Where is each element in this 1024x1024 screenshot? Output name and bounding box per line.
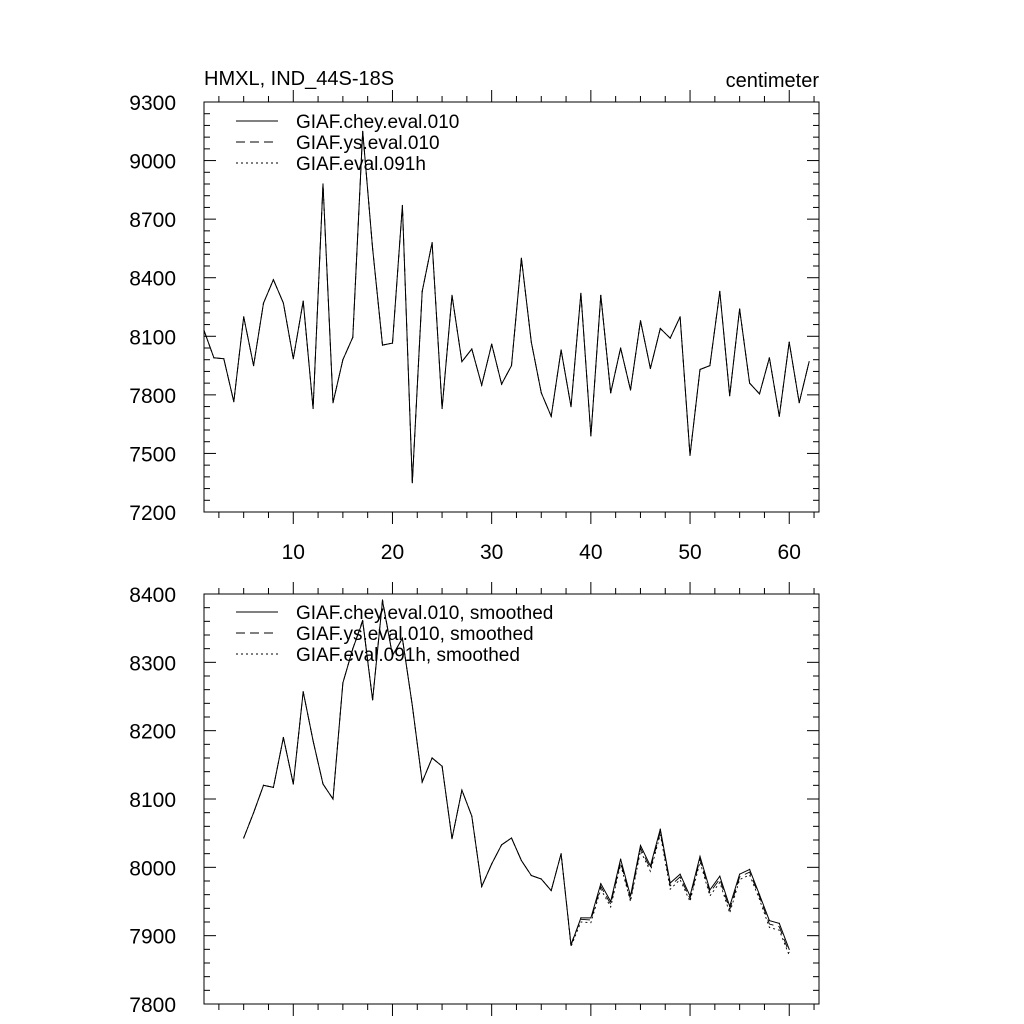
data-point [412,705,413,706]
data-point [739,874,740,875]
data-point [729,395,730,396]
data-point [223,358,224,359]
top-series-lines [203,131,809,484]
legend-label: GIAF.eval.091h [296,154,426,175]
y-tick-label: 8200 [129,720,176,744]
legend-label: GIAF.eval.091h, smoothed [296,645,520,666]
y-tick-label: 7500 [129,443,176,467]
data-point [719,876,720,877]
legend-label: GIAF.ys.eval.010, smoothed [296,624,534,645]
data-point [680,874,681,875]
x-tick-label: 10 [281,541,305,564]
x-tick-label: 60 [777,541,801,564]
y-tick-label: 8100 [129,789,176,812]
data-point [531,342,532,343]
data-point [709,365,710,366]
data-point [749,869,750,870]
data-point [769,920,770,921]
data-point [779,923,780,924]
y-tick-label: 7800 [129,994,176,1017]
data-point [789,949,790,950]
data-point [630,389,631,390]
y-tick-label: 7900 [129,925,176,949]
data-point [729,906,730,907]
legend-label: GIAF.ys.eval.010 [296,133,440,154]
data-point [640,320,641,321]
data-point [590,917,591,918]
chart-title-right: centimeter [725,70,819,92]
x-tick-label: 20 [380,541,405,564]
y-tick-label: 9000 [129,150,176,174]
series-line-solid [204,131,809,482]
x-tick-label: 30 [479,541,504,564]
data-point [699,856,700,857]
data-point [610,901,611,902]
chart-title-left: HMXL, IND_44S-18S [204,68,395,90]
top-chart-panel [129,68,819,564]
data-point [471,348,472,349]
data-point [660,829,661,830]
data-point [640,845,641,846]
y-tick-label: 8300 [129,652,176,676]
legend-label: GIAF.chey.eval.010 [296,112,460,133]
data-point [283,303,284,304]
x-tick-label: 40 [579,541,603,564]
y-tick-label: 8700 [129,209,176,233]
data-point [521,860,522,861]
data-point [580,917,581,918]
data-point [620,859,621,860]
y-tick-label: 7200 [129,502,176,525]
series-line-dotted [204,131,809,482]
series-line-dashed [204,131,809,482]
bottom-chart-panel [129,582,819,1017]
bottom-legend [236,603,553,666]
x-tick-label: 50 [678,541,702,564]
data-point [293,358,294,359]
top-legend [236,112,459,175]
y-tick-label: 9300 [129,92,176,115]
data-point [233,401,234,402]
legend-label: GIAF.chey.eval.010, smoothed [296,603,554,624]
y-tick-label: 8100 [129,326,176,350]
data-point [412,482,413,483]
y-tick-label: 8400 [129,267,176,291]
y-tick-label: 8400 [129,584,176,607]
y-tick-label: 8000 [129,857,176,881]
y-tick-label: 7800 [129,384,176,408]
data-point [521,258,522,259]
data-point [600,883,601,884]
